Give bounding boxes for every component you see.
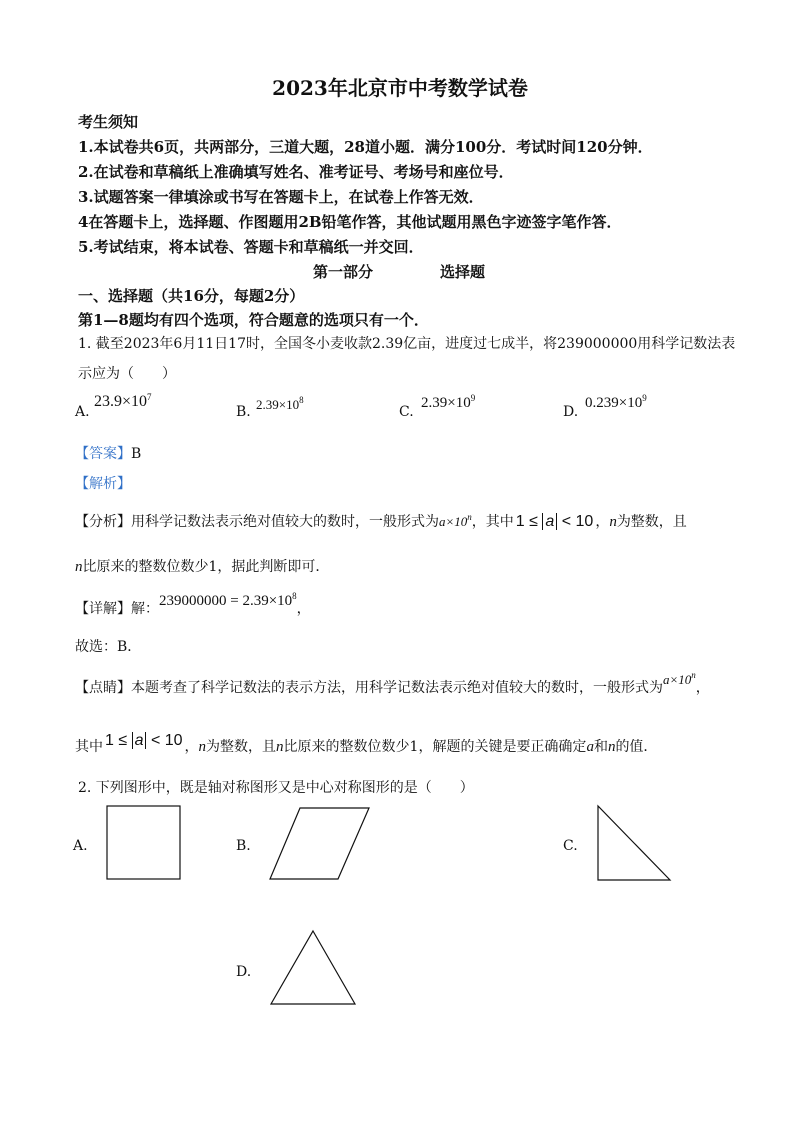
detail-tag: 【详解】 [75,601,131,617]
notice-item: 1.本试卷共6页，共两部分，三道大题，28道小题．满分100分．考试时间120分钟． [78,138,653,156]
comment-line1: 【点睛】本题考查了科学记数法的表示方法，用科学记数法表示绝对值较大的数时，一般形式为$a\times 10^n$， [75,670,710,696]
q1-option-d-letter: D. [563,404,579,420]
notice-heading: 考生须知 [78,113,139,131]
abs-range: 1 ≤ a < 10 [515,513,594,530]
page-title: 2023年北京市中考数学试卷 [272,76,528,100]
q2-option-b-letter: B. [236,838,251,854]
part-name: 第一部分 [313,263,374,281]
q1-option-a-value: $23.9\times 10^7$ [94,392,152,410]
detail-line: 【详解】解：$239000000 = 2.39\times 10^8$， [75,591,311,617]
section-heading: 一、选择题（共16分，每题2分） [78,287,305,305]
q1-option-c-value: $2.39\times 10^9$ [421,393,476,411]
section-instruction: 第1—8题均有四个选项，符合题意的选项只有一个． [78,311,429,329]
q1-option-c-letter: C. [399,404,414,420]
fenxi-tag: 【分析】 [75,514,131,530]
q2-option-d-letter: D. [236,964,252,980]
q1-option-b-value: $2.39\times 10^8$ [256,395,304,412]
q1-stem-line1: 1. 截至2023年6月11日17时，全国冬小麦收款2.39亿亩，进度过七成半，将239000000用科学记数法表 [78,336,736,352]
equilateral-triangle-shape [268,929,358,1007]
answer-line [75,443,141,463]
fenxi-line1: 【分析】用科学记数法表示绝对值较大的数时，一般形式为$a\times 10^n$，其中 1 ≤ a < 10 ，n为整数，且 [75,512,687,530]
abs-range: 1 ≤ a < 10 [105,732,183,749]
detail-equation: $239000000 = 2.39\times 10^8$ [159,591,297,609]
part-type: 选择题 [440,263,486,281]
parallelogram-shape [268,806,372,882]
square-shape [105,804,183,882]
fenxi-line2: n比原来的整数位数少1，据此判断即可． [75,559,330,575]
analysis-tag: 【解析】 [75,476,131,492]
comment-tag: 【点睛】 [75,680,131,696]
notice-item: 2.在试卷和草稿纸上准确填写姓名、准考证号、考场号和座位号． [78,163,514,181]
q1-option-a-letter: A. [75,404,90,420]
q1-option-b-letter: B. [236,404,251,420]
q1-option-d-value: $0.239\times 10^9$ [585,393,647,411]
q2-option-a-letter: A. [73,838,88,854]
notice-item: 3.试题答案一律填涂或书写在答题卡上，在试卷上作答无效． [78,188,484,206]
notice-item: 5.考试结束，将本试卷、答题卡和草稿纸一并交回． [78,238,424,256]
q1-stem-line2: 示应为（ ） [78,366,176,382]
q2-stem: 2. 下列图形中，既是轴对称图形又是中心对称图形的是（ ） [78,780,474,796]
notice-item: 4在答题卡上，选择题、作图题用2B铅笔作答，其他试题用黑色字迹签字笔作答． [78,213,622,231]
answer-value: B [131,446,142,462]
answer-tag: 【答案】 [75,446,131,462]
right-triangle-shape [595,804,673,884]
comment-line2: 其中 1 ≤ a < 10 ，n为整数，且n比原来的整数位数少1，解题的关键是要正确确定a和n的值． [75,732,658,755]
choice-line: 故选：B． [75,639,142,655]
q2-option-c-letter: C. [563,838,578,854]
